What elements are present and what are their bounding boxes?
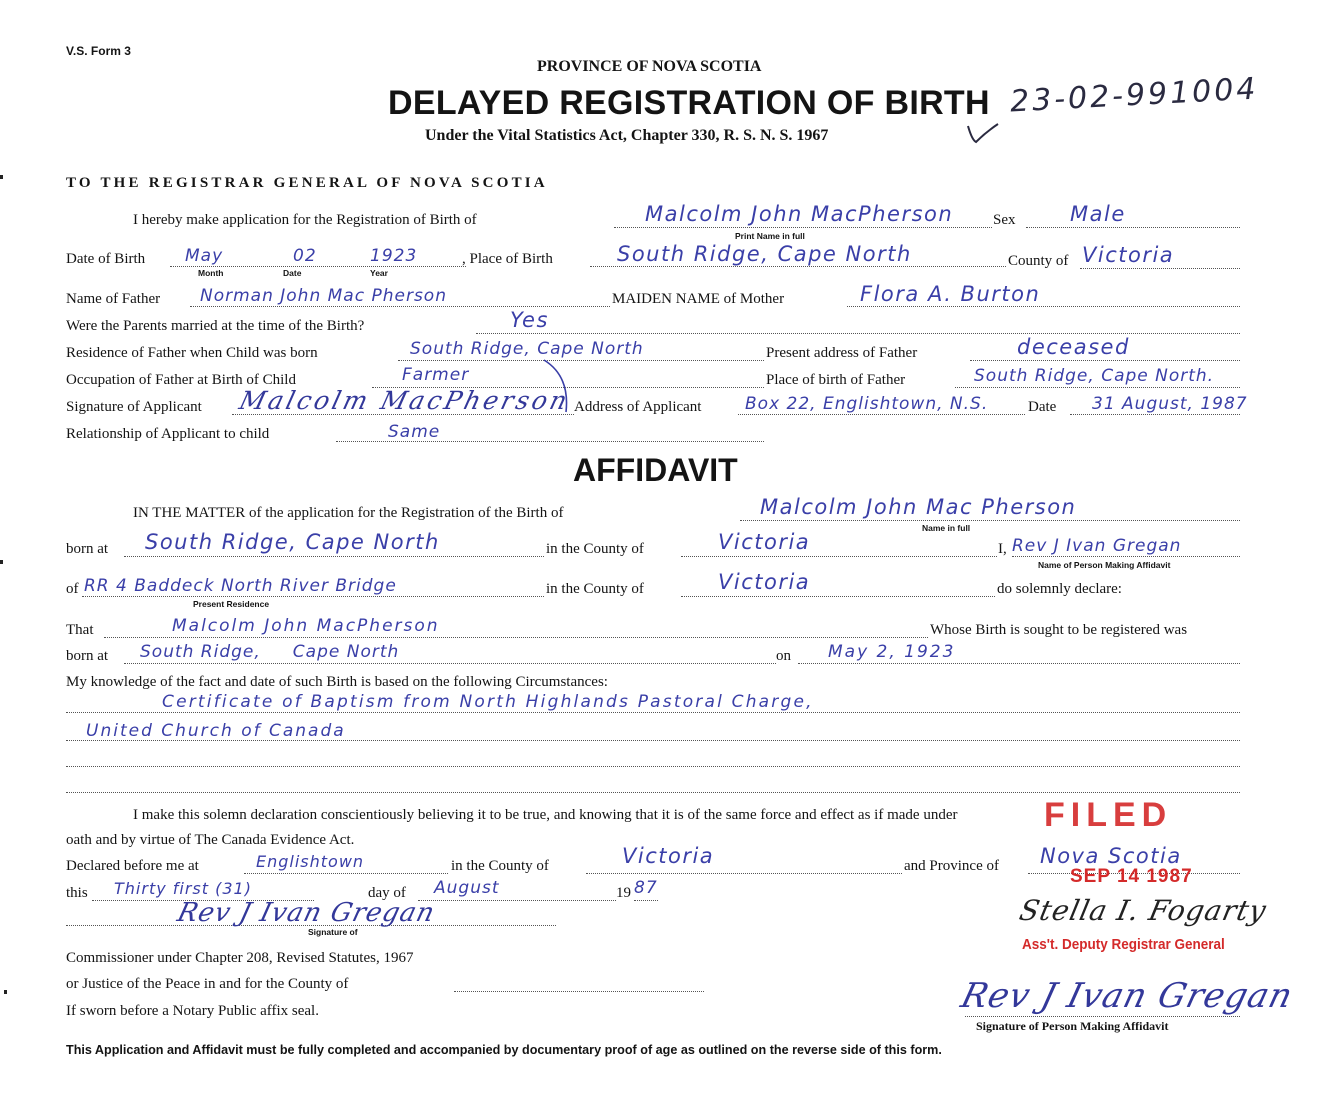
county-label-2: in the County of — [546, 541, 644, 557]
deponent-signature: Rev J Ivan Gregan — [957, 976, 1298, 1016]
commissioner-signature: Rev J Ivan Gregan — [174, 898, 439, 928]
county-label-3: in the County of — [546, 581, 644, 597]
born-at-line — [124, 556, 544, 557]
present-address-value: deceased — [1017, 335, 1130, 359]
application-date: 31 August, 1987 — [1092, 394, 1248, 414]
present-residence-caption: Present Residence — [193, 599, 270, 609]
residence-value: South Ridge, Cape North — [410, 339, 644, 359]
print-name-caption: Print Name in full — [735, 231, 805, 241]
residence-label: Residence of Father when Child was born — [66, 345, 318, 361]
mother-line — [847, 306, 1240, 307]
on-label: on — [776, 648, 791, 664]
margin-mark — [0, 560, 3, 564]
deponent-caption: Signature of Person Making Affidavit — [976, 1019, 1169, 1033]
margin-mark — [4, 990, 7, 994]
province-heading: PROVINCE OF NOVA SCOTIA — [537, 58, 762, 75]
date-caption: Date — [283, 268, 302, 278]
year-caption: Year — [370, 268, 388, 278]
declarant-name: Rev J Ivan Gregan — [1012, 536, 1182, 556]
dob-label: Date of Birth — [66, 251, 146, 267]
father-label: Name of Father — [66, 291, 161, 307]
relationship-label: Relationship of Applicant to child — [66, 426, 270, 442]
name-in-full-caption: Name in full — [922, 523, 971, 533]
mother-label: MAIDEN NAME of Mother — [612, 291, 785, 307]
county-value: Victoria — [1082, 243, 1175, 267]
that-name: Malcolm John MacPherson — [172, 616, 440, 636]
solemn-declaration-1: I make this solemn declaration conscientiously believing it to be true, and knowing that it is of the same force and effect as if made under — [133, 807, 958, 823]
declarant-caption: Name of Person Making Affidavit — [1038, 560, 1171, 570]
declarant-residence: RR 4 Baddeck North River Bridge — [84, 576, 397, 596]
mother-name: Flora A. Burton — [860, 282, 1041, 306]
dob-year: 1923 — [370, 246, 418, 266]
filed-stamp: FILED — [1044, 796, 1173, 834]
pob-line — [590, 266, 1006, 267]
month-caption: Month — [198, 268, 224, 278]
province-label: and Province of — [904, 858, 999, 874]
that-label: That — [66, 622, 94, 638]
province-value: Nova Scotia — [1040, 844, 1182, 868]
declared-place: Englishtown — [256, 852, 365, 871]
born-at-label: born at — [66, 541, 109, 557]
affidavit-name: Malcolm John Mac Pherson — [760, 495, 1077, 519]
year-prefix: 19 — [616, 885, 631, 901]
deponent-signature-line — [965, 1016, 1240, 1017]
day-text: Thirty first (31) — [114, 879, 252, 898]
born-at-value: South Ridge, Cape North — [145, 530, 440, 554]
commissioner-label: Commissioner under Chapter 208, Revised Statutes, 1967 — [66, 950, 414, 966]
declared-county: Victoria — [622, 844, 715, 868]
filed-date-stamp: SEP 14 1987 — [1070, 866, 1193, 887]
signature-of-caption: Signature of — [308, 927, 358, 937]
sex-value: Male — [1070, 202, 1126, 226]
declared-county-label: in the County of — [451, 858, 549, 874]
year-line — [634, 900, 658, 901]
signature-label: Signature of Applicant — [66, 399, 202, 415]
i-label: I, — [998, 541, 1007, 557]
circumstances-line-3 — [66, 766, 1240, 767]
born-at-value-2: South Ridge, Cape North — [140, 642, 400, 662]
name-line — [614, 227, 992, 228]
matter-label: IN THE MATTER of the application for the Registration of the Birth of — [133, 505, 564, 521]
matter-line — [740, 520, 1240, 521]
form-number: V.S. Form 3 — [66, 44, 131, 58]
born-at-label-2: born at — [66, 648, 109, 664]
married-value: Yes — [510, 308, 549, 332]
margin-mark — [0, 175, 3, 179]
circumstances-line-4 — [66, 792, 1240, 793]
applicant-address: Box 22, Englishtown, N.S. — [745, 394, 989, 414]
county-line — [1080, 268, 1240, 269]
solemn-declaration-2: oath and by virtue of The Canada Evidence Act. — [66, 832, 355, 848]
knowledge-label: My knowledge of the fact and date of such Birth is based on the following Circumstances: — [66, 674, 608, 690]
present-address-label: Present address of Father — [766, 345, 918, 361]
dob-month: May — [185, 246, 224, 266]
occupation-value: Farmer — [402, 365, 470, 385]
document-subtitle: Under the Vital Statistics Act, Chapter 330, R. S. N. S. 1967 — [425, 127, 829, 144]
affidavit-county: Victoria — [718, 530, 811, 554]
place-of-birth: South Ridge, Cape North — [617, 242, 912, 266]
sex-label: Sex — [993, 212, 1016, 228]
affidavit-county-2: Victoria — [718, 570, 811, 594]
official-signature: Stella I. Fogarty — [1016, 894, 1270, 927]
county-line-3 — [681, 596, 995, 597]
father-name: Norman John Mac Pherson — [200, 286, 447, 306]
year-suffix: 87 — [634, 878, 658, 898]
declared-label: Declared before me at — [66, 858, 199, 874]
official-title: Ass't. Deputy Registrar General — [1022, 936, 1225, 953]
applicant-signature: Malcolm MacPherson — [236, 386, 573, 415]
dob-date: 02 — [293, 246, 317, 266]
date-label: Date — [1028, 399, 1057, 415]
child-name: Malcolm John MacPherson — [645, 202, 954, 226]
married-line — [476, 333, 1240, 334]
occupation-label: Occupation of Father at Birth of Child — [66, 372, 296, 388]
check-mark-icon — [962, 118, 1002, 148]
county-line-2 — [681, 556, 997, 557]
this-label: this — [66, 885, 88, 901]
justice-label: or Justice of the Peace in and for the County of — [66, 976, 349, 992]
pob-label: , Place of Birth — [462, 251, 553, 267]
declared-county-line — [586, 873, 902, 874]
notary-label: If sworn before a Notary Public affix seal. — [66, 1003, 319, 1019]
county-label: County of — [1008, 253, 1069, 269]
intro-label: I hereby make application for the Registration of Birth of — [133, 212, 477, 228]
circumstances-1: Certificate of Baptism from North Highlands Pastoral Charge, — [162, 692, 814, 712]
married-label: Were the Parents married at the time of the Birth? — [66, 318, 365, 334]
father-birthplace-label: Place of birth of Father — [766, 372, 906, 388]
registration-number: 23-02-991004 — [1009, 71, 1260, 120]
document-title: DELAYED REGISTRATION OF BIRTH — [388, 84, 990, 122]
sex-line — [1026, 227, 1240, 228]
day-of-label: day of — [368, 885, 406, 901]
present-address-line — [970, 360, 1240, 361]
relationship-value: Same — [388, 422, 441, 442]
father-birthplace-value: South Ridge, Cape North. — [974, 366, 1215, 386]
address-label: Address of Applicant — [574, 399, 702, 415]
of-label: of — [66, 581, 79, 597]
sought-label: Whose Birth is sought to be registered was — [930, 622, 1188, 638]
on-date: May 2, 1923 — [828, 642, 956, 662]
month-value: August — [434, 878, 500, 898]
affidavit-heading: AFFIDAVIT — [573, 452, 738, 488]
circumstances-2: United Church of Canada — [86, 721, 346, 741]
declare-label: do solemnly declare: — [997, 581, 1122, 597]
month-line — [418, 900, 616, 901]
to-registrar-line: TO THE REGISTRAR GENERAL OF NOVA SCOTIA — [66, 175, 548, 191]
footer-note: This Application and Affidavit must be fully completed and accompanied by documentary proof of age as outlined on the reverse side of this form. — [66, 1043, 942, 1057]
justice-line — [454, 991, 704, 992]
